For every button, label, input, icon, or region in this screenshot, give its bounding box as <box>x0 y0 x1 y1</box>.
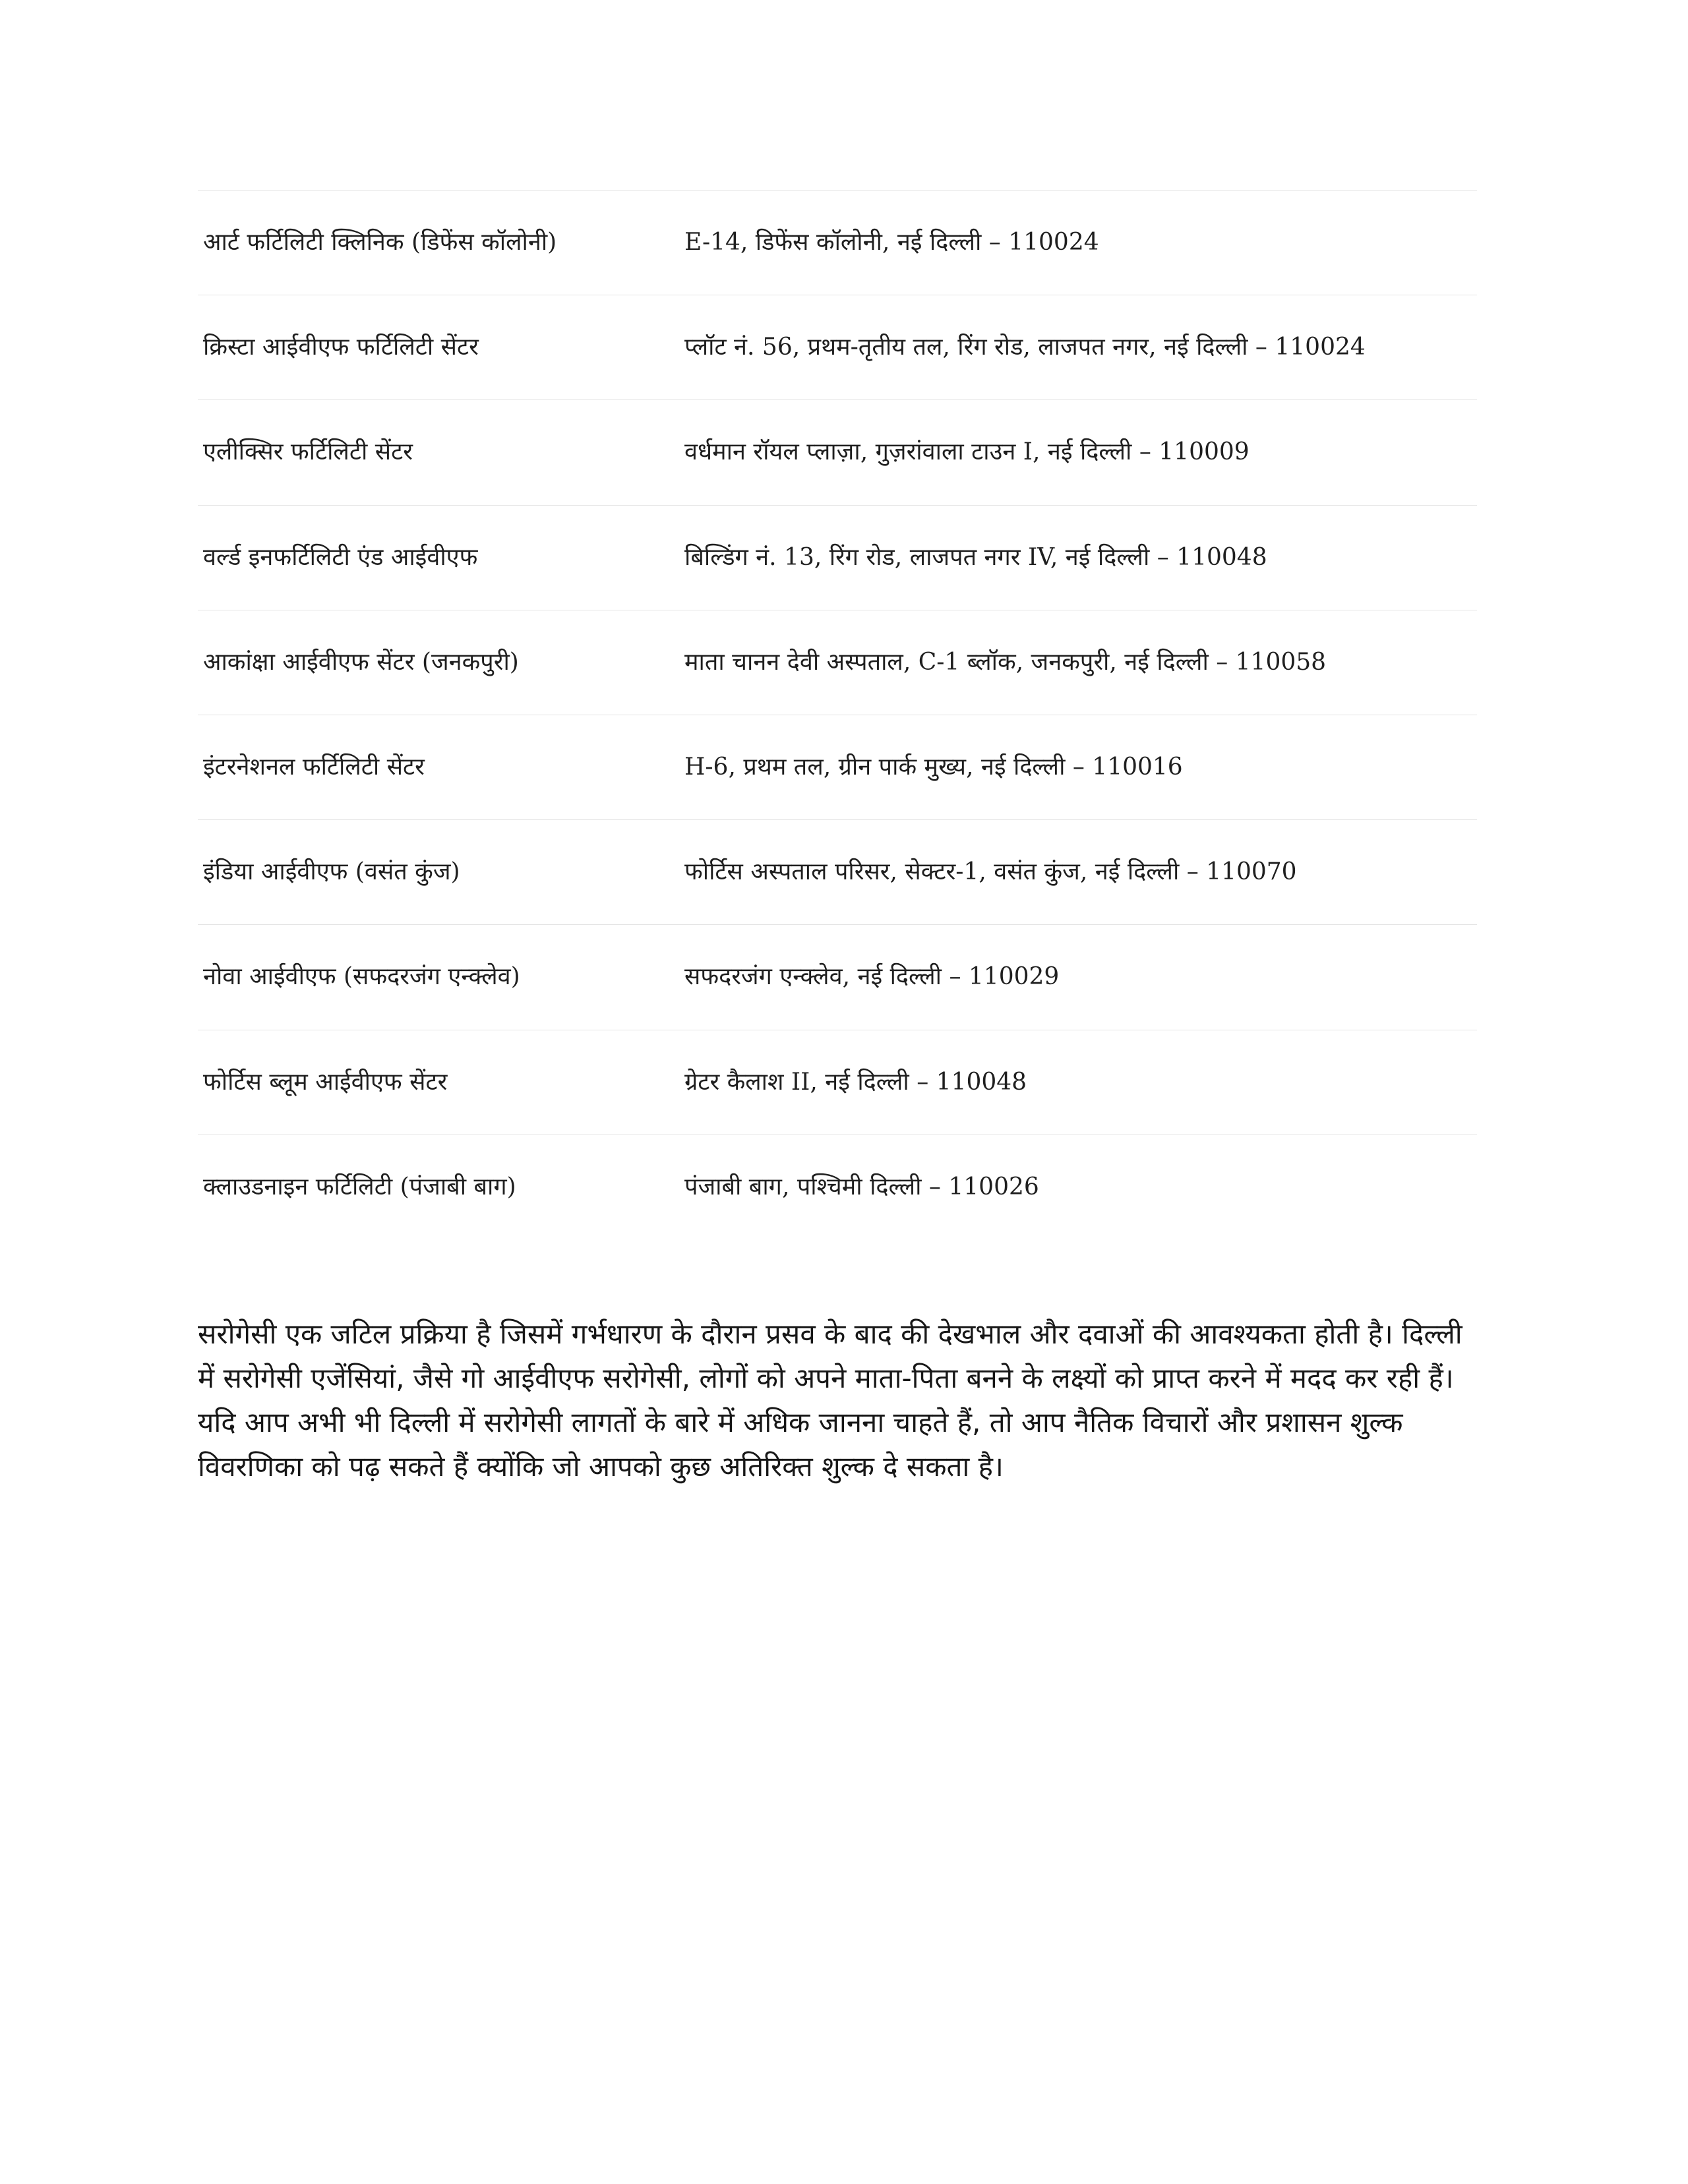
table-row <box>198 715 1477 819</box>
clinic-name: आकांक्षा आईवीएफ सेंटर (जनकपुरी) <box>203 648 519 676</box>
clinic-name: एलीक्सिर फर्टिलिटी सेंटर <box>203 438 413 466</box>
table-row <box>198 399 1477 504</box>
clinic-name: आर्ट फर्टिलिटी क्लिनिक (डिफेंस कॉलोनी) <box>203 229 557 256</box>
clinic-address: सफदरजंग एन्क्लेव, नई दिल्ली – 110029 <box>684 963 1060 991</box>
clinic-name: नोवा आईवीएफ (सफदरजंग एन्क्लेव) <box>203 963 520 991</box>
clinic-address: H-6, प्रथम तल, ग्रीन पार्क मुख्य, नई दिल्ली – 110016 <box>684 753 1183 781</box>
clinic-address: E-14, डिफेंस कॉलोनी, नई दिल्ली – 110024 <box>684 229 1099 256</box>
clinic-name: क्रिस्टा आईवीएफ फर्टिलिटी सेंटर <box>203 334 479 361</box>
surrogacy-paragraph: सरोगेसी एक जटिल प्रक्रिया है जिसमें गर्भधारण के दौरान प्रसव के बाद की देखभाल और दवाओं की आवश्यकता होती है। दिल्ली में सरोगेसी एजेंसियां, जैसे गो आईवीएफ सरोगेसी, लोगों को अपने माता-पिता बनने के लक्ष्यों को प्राप्त करने में मदद कर रही हैं। यदि आप अभी भी दिल्ली में सरोगेसी लागतों के बारे में अधिक जानना चाहते हैं, तो आप नैतिक विचारों और प्रशासन शुल्क विवरणिका को पढ़ सकते हैं क्योंकि जो आपको कुछ अतिरिक्त शुल्क दे सकता है। <box>198 1317 1462 1483</box>
clinic-address: ग्रेटर कैलाश II, नई दिल्ली – 110048 <box>684 1068 1027 1096</box>
table-row <box>198 924 1477 1029</box>
table-row <box>198 1135 1477 1239</box>
table-row <box>198 190 1477 295</box>
clinic-name: इंटरनेशनल फर्टिलिटी सेंटर <box>203 753 425 781</box>
clinic-address: प्लॉट नं. 56, प्रथम-तृतीय तल, रिंग रोड, लाजपत नगर, नई दिल्ली – 110024 <box>684 334 1366 361</box>
clinic-address: बिल्डिंग नं. 13, रिंग रोड, लाजपत नगर IV, नई दिल्ली – 110048 <box>684 543 1267 571</box>
clinic-name: इंडिया आईवीएफ (वसंत कुंज) <box>203 858 460 886</box>
table-row <box>198 295 1477 399</box>
clinic-address: फोर्टिस अस्पताल परिसर, सेक्टर-1, वसंत कुंज, नई दिल्ली – 110070 <box>684 858 1297 886</box>
clinics-table <box>198 190 1477 1239</box>
clinic-address: वर्धमान रॉयल प्लाज़ा, गुज़रांवाला टाउन I, नई दिल्ली – 110009 <box>684 438 1250 466</box>
clinic-name: वर्ल्ड इनफर्टिलिटी एंड आईवीएफ <box>203 543 478 571</box>
clinic-name: क्लाउडनाइन फर्टिलिटी (पंजाबी बाग) <box>203 1173 516 1200</box>
table-row <box>198 505 1477 610</box>
clinic-address: माता चानन देवी अस्पताल, C-1 ब्लॉक, जनकपुरी, नई दिल्ली – 110058 <box>684 648 1327 676</box>
table-row <box>198 1030 1477 1135</box>
table-row <box>198 819 1477 924</box>
clinic-name: फोर्टिस ब्लूम आईवीएफ सेंटर <box>203 1068 448 1096</box>
clinic-address: पंजाबी बाग, पश्चिमी दिल्ली – 110026 <box>684 1173 1039 1200</box>
table-row <box>198 610 1477 715</box>
